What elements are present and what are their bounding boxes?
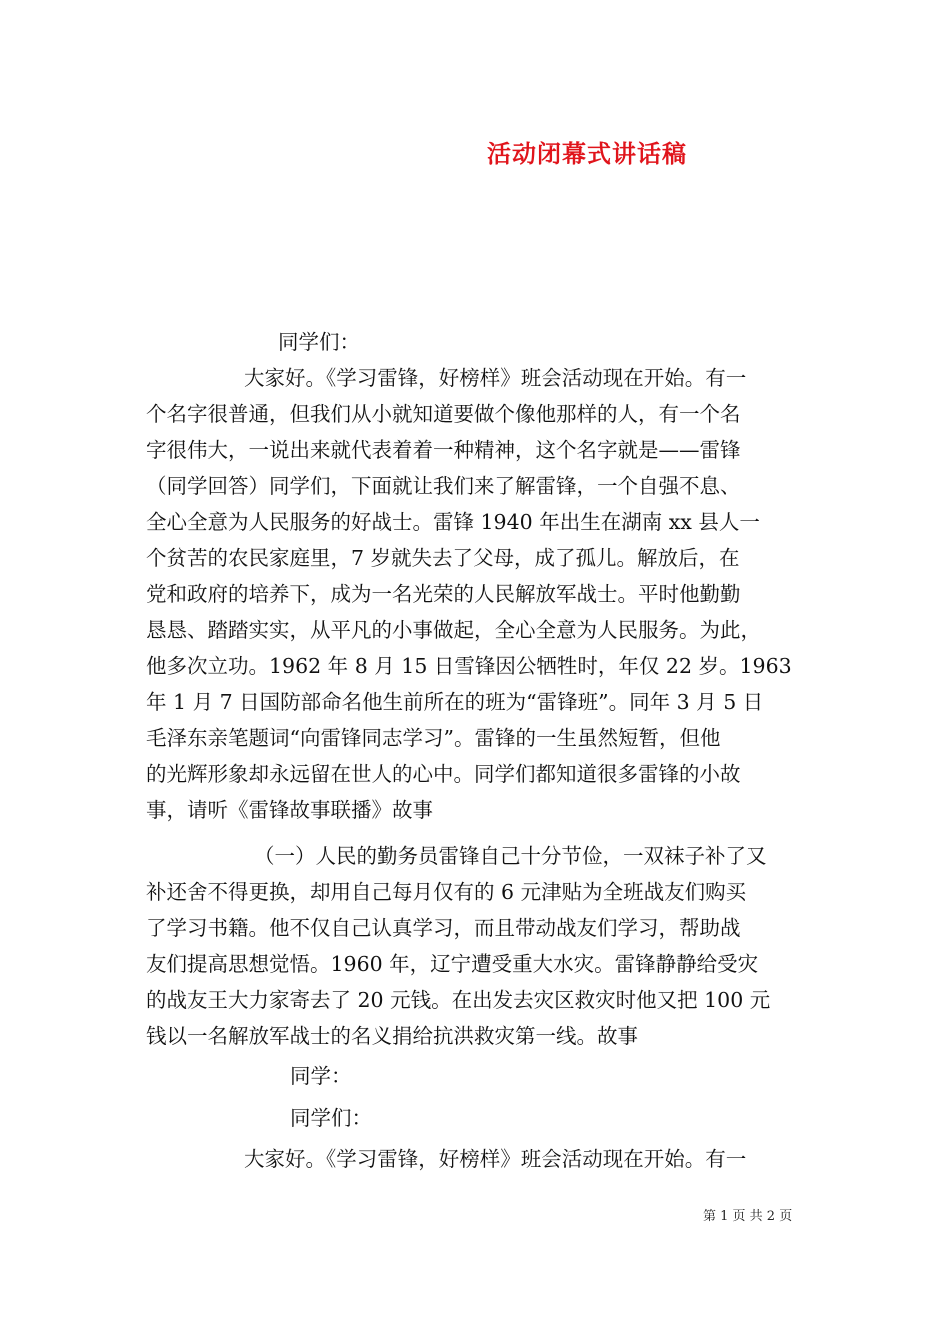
text-line: 事，请听《雷锋故事联播》故事 bbox=[146, 798, 433, 822]
text-line: 同学们： bbox=[278, 330, 360, 354]
text-line: （一）人民的勤务员雷锋自己十分节俭，一双袜子补了又 bbox=[254, 844, 767, 868]
text-line: 全心全意为人民服务的好战士。雷锋 1940 年出生在湖南 xx 县人一 bbox=[146, 510, 760, 534]
text-line: 补还舍不得更换，却用自己每月仅有的 6 元津贴为全班战友们购买 bbox=[146, 880, 747, 904]
document-title: 活动闭幕式讲话稿 bbox=[487, 139, 687, 168]
text-line: 恳恳、踏踏实实，从平凡的小事做起，全心全意为人民服务。为此， bbox=[146, 618, 761, 642]
text-line: 他多次立功。1962 年 8 月 15 日雪锋因公牺牲时，年仅 22 岁。1963 bbox=[146, 654, 792, 678]
text-line: 钱以一名解放军战士的名义捐给抗洪救灾第一线。故事 bbox=[146, 1024, 638, 1048]
text-line: 年 1 月 7 日国防部命名他生前所在的班为“雷锋班”。同年 3 月 5 日 bbox=[146, 690, 764, 714]
text-line: 字很伟大，一说出来就代表着着一种精神，这个名字就是——雷锋 bbox=[146, 438, 741, 462]
text-line: （同学回答）同学们，下面就让我们来了解雷锋，一个自强不息、 bbox=[146, 474, 741, 498]
text-line: 个名字很普通，但我们从小就知道要做个像他那样的人，有一个名 bbox=[146, 402, 741, 426]
text-line: 的战友王大力家寄去了 20 元钱。在出发去灾区救灾时他又把 100 元 bbox=[146, 988, 771, 1012]
text-line: 大家好。《学习雷锋，好榜样》班会活动现在开始。有一 bbox=[244, 1147, 747, 1171]
text-line: 友们提高思想觉悟。1960 年，辽宁遭受重大水灾。雷锋静静给受灾 bbox=[146, 952, 759, 976]
text-line: 了学习书籍。他不仅自己认真学习，而且带动战友们学习，帮助战 bbox=[146, 916, 741, 940]
text-line: 同学们： bbox=[290, 1106, 372, 1130]
text-line: 同学： bbox=[290, 1064, 352, 1088]
text-line: 个贫苦的农民家庭里，7 岁就失去了父母，成了孤儿。解放后，在 bbox=[146, 546, 740, 570]
text-line: 大家好。《学习雷锋，好榜样》班会活动现在开始。有一 bbox=[244, 366, 747, 390]
text-line: 党和政府的培养下，成为一名光荣的人民解放军战士。平时他勤勤 bbox=[146, 582, 741, 606]
page-number-footer: 第 1 页 共 2 页 bbox=[703, 1209, 793, 1224]
text-line: 毛泽东亲笔题词“向雷锋同志学习”。雷锋的一生虽然短暂，但他 bbox=[146, 726, 721, 750]
text-line: 的光辉形象却永远留在世人的心中。同学们都知道很多雷锋的小故 bbox=[146, 762, 741, 786]
